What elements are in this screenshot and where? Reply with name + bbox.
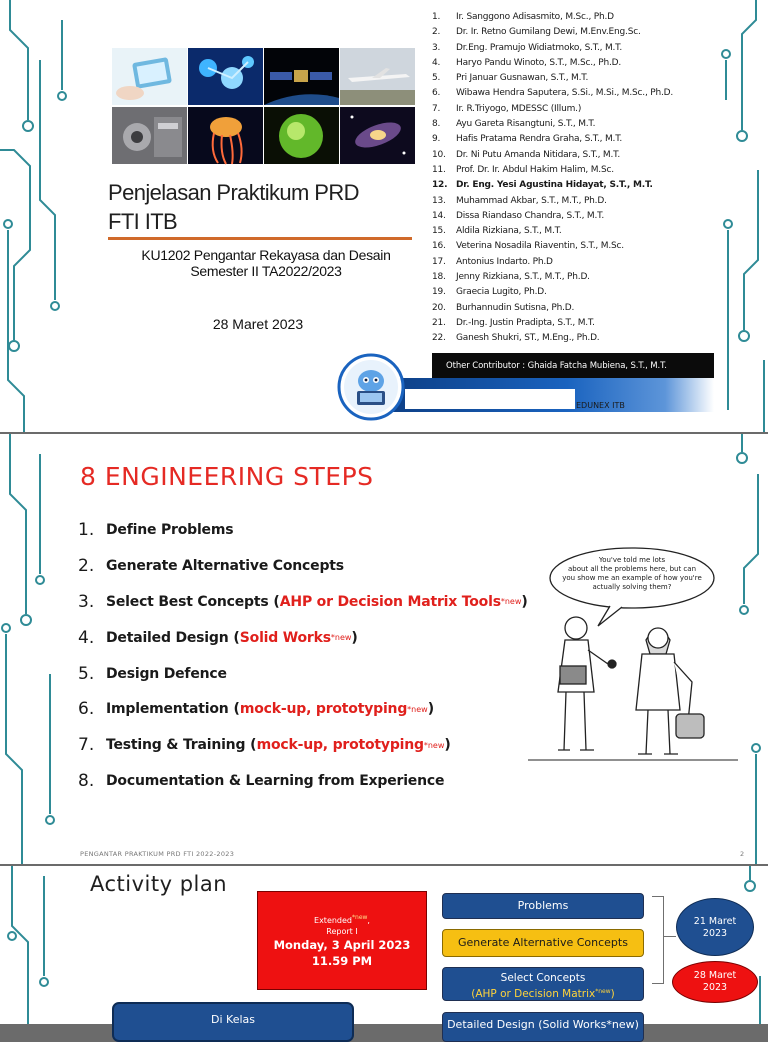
contributor-name: Jenny Rizkiana, S.T., M.T., Ph.D. [456, 272, 590, 283]
presentation-date: 28 Maret 2023 [212, 316, 304, 332]
contributor-item [432, 285, 673, 300]
circuit-decoration-left [0, 866, 72, 1024]
slide-engineering-steps [0, 434, 768, 864]
contributor-item [432, 255, 673, 270]
engineering-step [78, 512, 528, 548]
contributor-item [432, 163, 673, 178]
contributor-number: 14. [432, 210, 446, 221]
deadline-time: 11.59 PM [311, 954, 373, 968]
slide-activity-plan [0, 866, 768, 1031]
airplane-photo [340, 48, 415, 105]
step-number: 3. [78, 591, 95, 612]
contributor-name: Veterina Nosadila Riaventin, S.T., M.Sc. [456, 241, 624, 252]
slide-title: 8 ENGINEERING STEPS [80, 462, 374, 491]
contributor-item [432, 71, 673, 86]
contributor-item [432, 194, 673, 209]
step-close-paren: ) [351, 629, 358, 646]
step-tool-hint: Solid Works [239, 629, 331, 646]
step-label: Implementation [106, 701, 229, 718]
engineering-steps-list [78, 512, 528, 799]
report-deadline-box [257, 891, 427, 990]
flow-bracket-connector [664, 936, 676, 937]
contributor-name: Graecia Lugito, Ph.D. [456, 287, 547, 298]
contributor-item [432, 41, 673, 56]
oval-date-line-2: 2023 [702, 928, 728, 939]
engineering-step [78, 727, 528, 763]
subtitle-line-2: Semester II TA2022/2023 [190, 263, 342, 279]
contributor-number: 20. [432, 302, 446, 313]
deadline-date: Monday, 3 April 2023 [273, 938, 411, 952]
contributor-item [432, 316, 673, 331]
satellite-photo [264, 48, 339, 105]
select-tools-close: ) [610, 988, 615, 1000]
contributor-number: 1. [432, 12, 441, 22]
contributor-number: 22. [432, 333, 446, 344]
contributor-item [432, 331, 673, 346]
step-label: Detailed Design [106, 629, 229, 646]
slide-title: Activity plan [90, 872, 228, 896]
oval-date-line-1: 28 Maret [693, 970, 737, 981]
contributor-item [432, 148, 673, 163]
flow-bracket [652, 896, 664, 984]
contributor-name: Ir. Sanggono Adisasmito, M.Sc., Ph.D [456, 12, 614, 22]
contributor-number: 9. [432, 134, 441, 145]
step-number: 5. [78, 663, 95, 684]
step-label: Generate Alternative Concepts [106, 557, 344, 574]
speech-bubble-line: about all the problems here, but can [567, 565, 697, 573]
deadline-extended-line [258, 912, 426, 926]
step-label: Select Best Concepts [106, 593, 269, 610]
oval-date-line-1: 21 Maret [693, 916, 737, 927]
edunex-label: EDUNEX ITB [576, 401, 625, 410]
jellyfish-photo [188, 107, 263, 164]
new-marker: *new [423, 740, 445, 750]
contributor-name: Wibawa Hendra Saputera, S.Si., M.Si., M.Sc., Ph.D. [456, 88, 674, 99]
step-number: 4. [78, 627, 95, 648]
step-number: 2. [78, 555, 95, 576]
engineering-step [78, 656, 528, 692]
speech-bubble-line: You've told me lots [598, 556, 666, 564]
contributor-number: 4. [432, 57, 441, 68]
step-close-paren: ) [427, 701, 435, 718]
step-tool-hint: AHP or Decision Matrix Tools [279, 593, 501, 610]
speech-bubble-line: you show me an example of how you're [562, 574, 702, 582]
contributor-number: 7. [432, 103, 441, 114]
contributor-number: 5. [432, 73, 441, 84]
date-oval-21-march [676, 898, 754, 956]
contributor-number: 18. [432, 272, 446, 283]
sun-photo [264, 107, 339, 164]
edunex-banner-inset [405, 389, 575, 409]
machinery-photo [112, 107, 187, 164]
circuit-decoration-left [0, 434, 72, 864]
in-class-box: Di Kelas [112, 1002, 354, 1042]
contributor-list [432, 10, 673, 347]
select-concepts-tools [443, 985, 643, 1001]
flow-step-select-concepts [442, 967, 644, 1001]
contributor-name: Haryo Pandu Winoto, S.T., M.Sc., Ph.D. [456, 57, 622, 68]
new-marker: *new [595, 988, 611, 995]
contributor-name: Pri Januar Gusnawan, S.T., M.T. [456, 73, 589, 84]
contributor-number: 6. [432, 88, 441, 99]
contributor-item [432, 102, 673, 117]
step-label: Define Problems [106, 521, 234, 538]
contributor-name: Dr.-Ing. Justin Pradipta, S.T., M.T. [456, 317, 595, 328]
molecule-photo [188, 48, 263, 105]
contributor-number: 16. [432, 241, 446, 252]
contributor-item [432, 117, 673, 132]
contributor-name: Dr.Eng. Pramujo Widiatmoko, S.T., M.T. [456, 42, 623, 53]
contributor-number: 17. [432, 256, 446, 267]
science-image-collage [112, 48, 416, 164]
slide-title [0, 0, 768, 432]
contributor-name: Dr. Ir. Retno Gumilang Dewi, M.Env.Eng.Sc. [456, 27, 641, 38]
contributor-number: 13. [432, 195, 446, 206]
page-number: 2 [740, 850, 745, 858]
engineering-step [78, 763, 528, 799]
contributor-name: Ir. R.Triyogo, MDESSC (Illum.) [456, 103, 582, 114]
edunex-mascot-icon [337, 353, 405, 421]
new-marker: *new [330, 633, 352, 643]
step-label: Testing & Training [106, 737, 246, 754]
interview-cartoon [528, 542, 738, 770]
title-line-2: FTI ITB [108, 209, 178, 234]
contributor-item [432, 209, 673, 224]
flow-step-problems: Problems [442, 893, 644, 919]
contributor-item [432, 25, 673, 40]
contributor-name: Aldila Rizkiana, S.T., M.T. [456, 226, 562, 237]
step-close-paren: ) [521, 593, 528, 610]
contributor-item [432, 239, 673, 254]
select-tools-text: (AHP or Decision Matrix [471, 988, 596, 1000]
contributor-number: 15. [432, 226, 446, 237]
deadline-report-line: Report I [326, 927, 358, 936]
extended-punctuation: , [367, 916, 370, 925]
flow-step-generate-concepts: Generate Alternative Concepts [442, 929, 644, 957]
engineering-step [78, 584, 528, 620]
contributor-item [432, 270, 673, 285]
contributor-item [432, 301, 673, 316]
new-marker: *new [352, 914, 368, 921]
contributor-name: Burhannudin Sutisna, Ph.D. [456, 302, 575, 313]
contributor-name: Ganesh Shukri, ST., M.Eng., Ph.D. [456, 333, 600, 344]
new-marker: *new [500, 597, 522, 607]
step-number: 7. [78, 735, 95, 756]
contributor-name: Hafis Pratama Rendra Graha, S.T., M.T. [456, 134, 623, 145]
contributor-item [432, 56, 673, 71]
new-marker: *new [407, 704, 428, 714]
title-underline [108, 237, 412, 240]
step-number: 8. [78, 771, 95, 792]
contributor-number: 10. [432, 149, 446, 160]
subtitle-line-1: KU1202 Pengantar Rekayasa dan Desain [141, 247, 391, 263]
step-label: Design Defence [106, 665, 227, 682]
contributor-name: Dr. Ni Putu Amanda Nitidara, S.T., M.T. [456, 149, 621, 160]
contributor-item [432, 10, 673, 25]
contributor-number: 2. [432, 27, 441, 38]
contributor-number: 11. [432, 164, 446, 175]
contributor-name: Dissa Riandaso Chandra, S.T., M.T. [456, 210, 605, 221]
galaxy-photo [340, 107, 415, 164]
step-open-paren: ( [268, 593, 280, 610]
contributor-name: Ayu Gareta Risangtuni, S.T., M.T. [456, 119, 596, 130]
oval-date-line-2: 2023 [702, 982, 728, 993]
title-line-1: Penjelasan Praktikum PRD [108, 180, 359, 205]
circuit-decoration-left [0, 0, 92, 432]
contributor-number: 21. [432, 317, 446, 328]
contributor-name: Antonius Indarto. Ph.D [456, 256, 553, 267]
other-contributor-bar: Other Contributor : Ghaida Fatcha Mubiena, S.T., M.T. [432, 353, 714, 379]
circuit-decoration-right [716, 0, 768, 432]
contributor-name: Muhammad Akbar, S.T., M.T., Ph.D. [456, 195, 607, 206]
step-tool-hint: mock-up, prototyping [239, 701, 408, 718]
engineering-step [78, 691, 528, 727]
slide-footer: PENGANTAR PRAKTIKUM PRD FTI 2022-2023 [80, 850, 235, 858]
contributor-number: 19. [432, 287, 446, 298]
step-tool-hint: mock-up, prototyping [256, 737, 424, 754]
contributor-item [432, 224, 673, 239]
engineering-step [78, 548, 528, 584]
flow-step-detailed-design: Detailed Design (Solid Works*new) [442, 1012, 644, 1042]
contributor-name: Dr. Eng. Yesi Agustina Hidayat, S.T., M.T. [456, 180, 653, 191]
step-open-paren: ( [228, 629, 240, 646]
contributor-number: 8. [432, 119, 441, 130]
contributor-number: 12. [432, 180, 448, 191]
step-open-paren: ( [245, 737, 257, 754]
step-number: 1. [78, 519, 95, 540]
presentation-title [108, 178, 359, 236]
contributor-name: Prof. Dr. Ir. Abdul Hakim Halim, M.Sc. [456, 164, 614, 175]
select-concepts-title: Select Concepts [500, 972, 586, 984]
step-label: Documentation & Learning from Experience [106, 773, 445, 790]
contributor-number: 3. [432, 42, 441, 53]
date-oval-28-march [672, 961, 758, 1003]
contributor-item [432, 86, 673, 101]
tablet-photo [112, 48, 187, 105]
contributor-item [432, 178, 673, 193]
contributor-item [432, 132, 673, 147]
engineering-step [78, 620, 528, 656]
course-subtitle [116, 247, 416, 279]
step-close-paren: ) [444, 737, 451, 754]
extended-label: Extended [314, 916, 353, 925]
step-number: 6. [78, 699, 95, 720]
speech-bubble-line: actually solving them? [592, 583, 672, 591]
step-open-paren: ( [228, 701, 240, 718]
